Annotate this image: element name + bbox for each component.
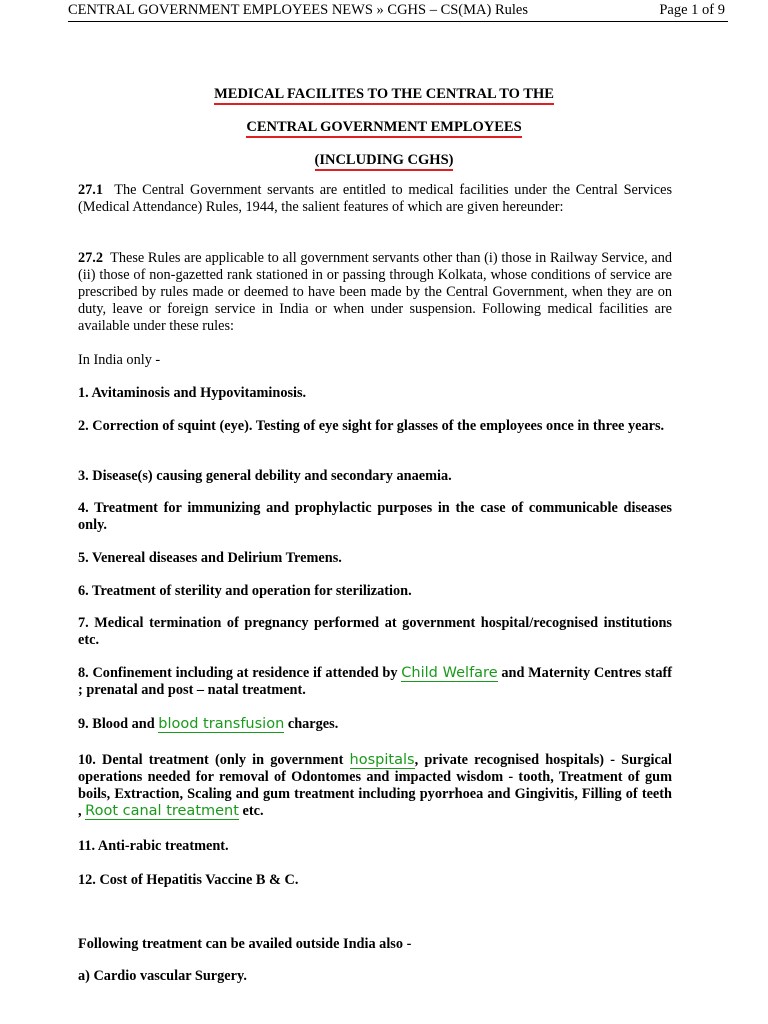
list-item: 7. Medical termination of pregnancy performed at government hospital/recognised institutions etc.: [78, 615, 672, 648]
in-india-label: In India only -: [78, 352, 161, 368]
list-item: 9. Blood and blood transfusion charges.: [78, 716, 339, 732]
root-canal-treatment-link[interactable]: Root canal treatment: [85, 803, 239, 819]
blood-transfusion-link[interactable]: blood transfusion: [158, 716, 285, 732]
para-number: 27.1: [78, 182, 104, 198]
list-item: 6. Treatment of sterility and operation for sterilization.: [78, 583, 412, 599]
title-line-1: MEDICAL FACILITES TO THE CENTRAL TO THE: [0, 85, 768, 103]
list-item: 11. Anti-rabic treatment.: [78, 838, 229, 854]
list-item: 4. Treatment for immunizing and prophylactic purposes in the case of communicable diseases only.: [78, 500, 672, 533]
header-title: CENTRAL GOVERNMENT EMPLOYEES NEWS » CGHS – CS(MA) Rules: [68, 2, 528, 18]
header-rule: [68, 21, 728, 22]
child-welfare-link[interactable]: Child Welfare: [401, 665, 498, 681]
page-header: [68, 0, 728, 22]
list-item: 1. Avitaminosis and Hypovitaminosis.: [78, 385, 307, 401]
list-item: 12. Cost of Hepatitis Vaccine B & C.: [78, 872, 299, 888]
list-item: a) Cardio vascular Surgery.: [78, 968, 247, 984]
para-text: These Rules are applicable to all government servants other than (i) those in Railway Service, and (ii) those of non-gazetted rank stationed in or passing through Kolkata, whose conditions of service are prescribed by rules made or deemed to have been made by the Central Government, when they are on duty, leave or foreign service in India or when under suspension. Following medical facilities are available under these rules:: [78, 250, 673, 334]
paragraph-27-2: [78, 250, 672, 335]
hospitals-link[interactable]: hospitals: [349, 752, 415, 768]
list-item: 8. Confinement including at residence if attended by Child Welfare and Maternity Centres staff ; prenatal and post – natal treatment.: [78, 665, 672, 698]
list-item: 10. Dental treatment (only in government hospitals, private recognised hospitals) - Surgical operations needed for removal of Odontomes and impacted wisdom - tooth, Treatment of gum boils, Extraction, Scaling and gum treatment including pyorrhoea and Gingivitis, Filling of teeth , Root canal treatment etc.: [78, 752, 672, 819]
list-item: 5. Venereal diseases and Delirium Tremens.: [78, 550, 342, 566]
list-item: 3. Disease(s) causing general debility and secondary anaemia.: [78, 468, 452, 484]
para-text: The Central Government servants are entitled to medical facilities under the Central Services (Medical Attendance) Rules, 1944, the salient features of which are given hereunder:: [78, 182, 673, 215]
outside-india-label: Following treatment can be availed outside India also -: [78, 936, 412, 952]
page-number: Page 1 of 9: [659, 2, 725, 18]
title-line-2: CENTRAL GOVERNMENT EMPLOYEES: [0, 118, 768, 136]
title-line-3: (INCLUDING CGHS): [0, 151, 768, 169]
paragraph-27-1: [78, 182, 672, 216]
list-item: 2. Correction of squint (eye). Testing of eye sight for glasses of the employees once in three years.: [78, 418, 665, 434]
para-number: 27.2: [78, 250, 104, 266]
